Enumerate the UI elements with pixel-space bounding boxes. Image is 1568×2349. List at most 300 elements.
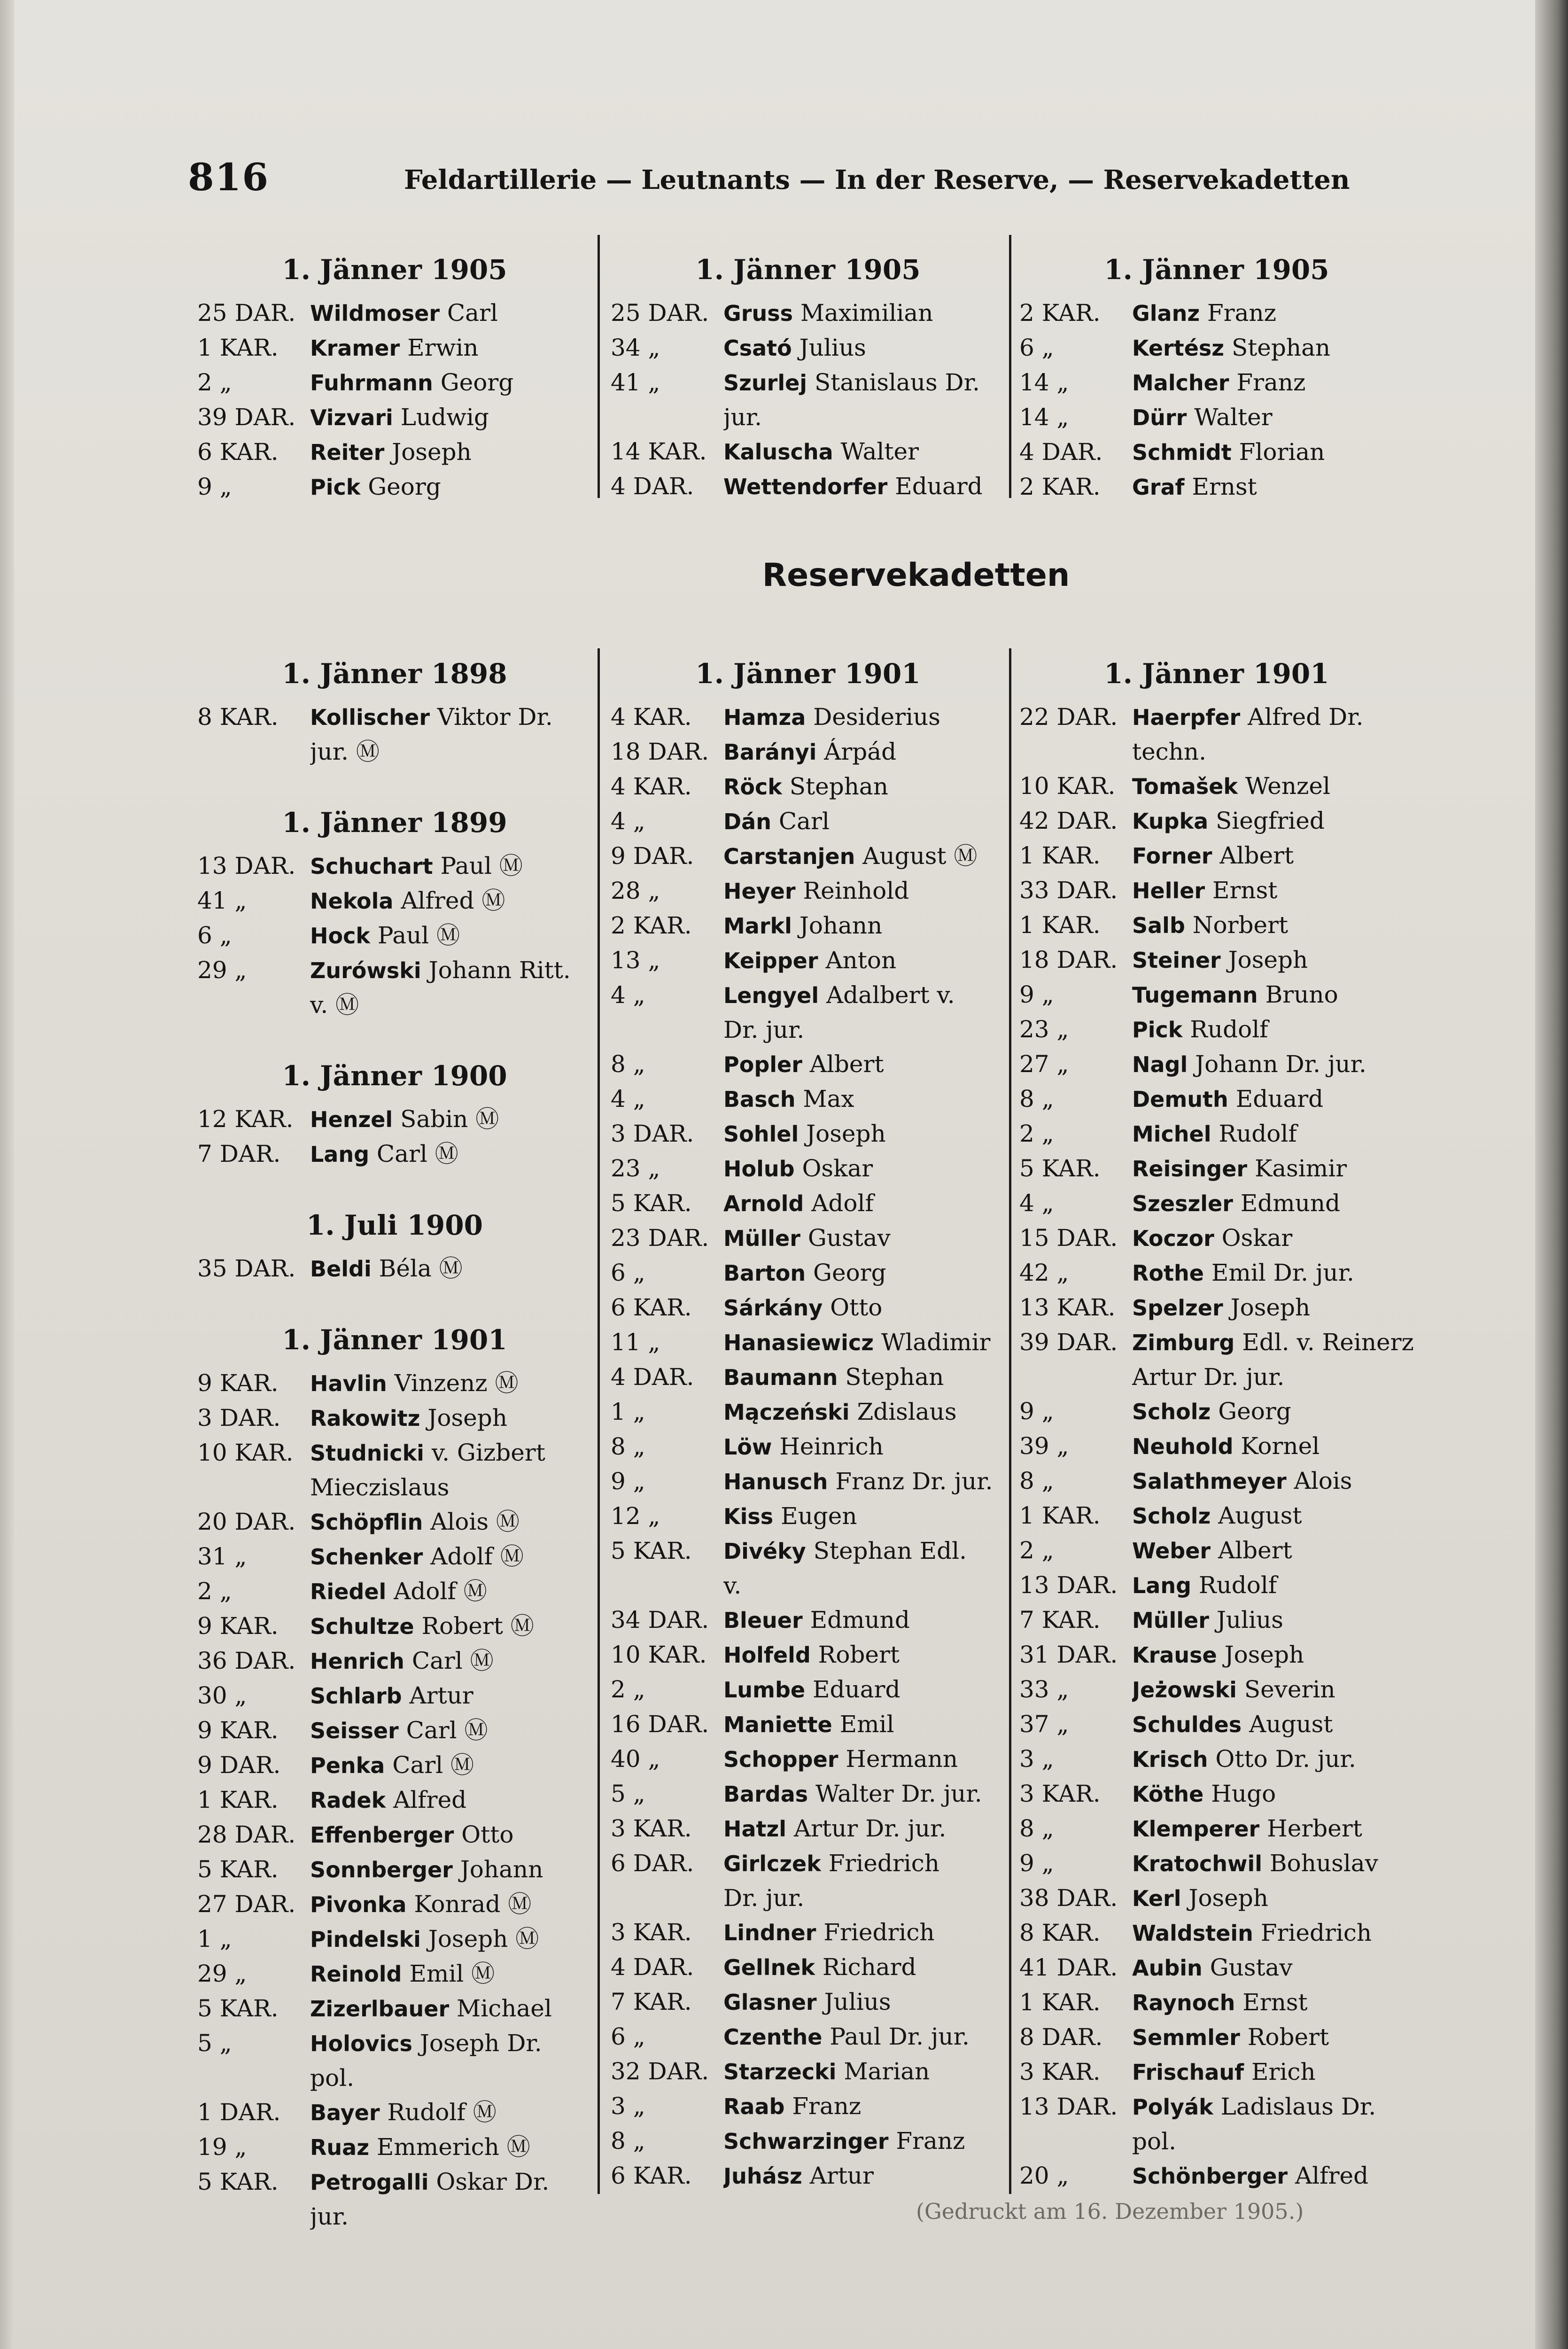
roster-entry: [1019, 1117, 1414, 1151]
unit-rank: 3 „: [1019, 1745, 1054, 1773]
person-name: Hanasiewicz Wladimir: [723, 1329, 991, 1356]
person-name: Raynoch Ernst: [1132, 1989, 1308, 2016]
person-name: Röck Stephan: [723, 773, 888, 800]
lower-column-2: [611, 658, 1005, 2193]
surname: Popler: [723, 1052, 802, 1077]
unit-rank: 5 KAR.: [197, 2168, 279, 2195]
person-name: Frischauf Erich: [1132, 2058, 1316, 2085]
surname: Beldi: [310, 1256, 372, 1282]
section-date-title: 1. Jänner 1899: [282, 807, 507, 839]
roster-entry: [1019, 331, 1414, 366]
person-name: Waldstein Friedrich: [1132, 1919, 1372, 1946]
person-name: Heyer Reinhold: [723, 877, 909, 904]
surname: Barton: [723, 1260, 806, 1286]
person-name: Girlczek Friedrich: [723, 1850, 939, 1877]
unit-rank: 38 DAR.: [1019, 1884, 1118, 1912]
roster-entry: [1019, 296, 1414, 331]
unit-rank: 10 KAR.: [611, 1641, 707, 1668]
surname: Schöpflin: [310, 1509, 423, 1535]
roster-entry: [1019, 1568, 1414, 1603]
person-name: Barányi Árpád: [723, 738, 897, 765]
person-name: Reinold Emil Ⓜ: [310, 1960, 495, 1987]
roster-entry: [1019, 839, 1414, 873]
surname: Demuth: [1132, 1087, 1228, 1112]
surname: Dán: [723, 809, 771, 834]
roster-entry: [1019, 1777, 1414, 1812]
surname: Arnold: [723, 1191, 804, 1216]
roster-entry: [1019, 1533, 1414, 1568]
roster-entry: [611, 1638, 1005, 1672]
person-name: Hanusch Franz Dr. jur.: [723, 1468, 993, 1495]
column-rule-top-2: [1009, 235, 1011, 498]
unit-rank: 4 „: [611, 1085, 645, 1112]
person-name: Schultze Robert Ⓜ: [310, 1612, 534, 1640]
person-name: Graf Ernst: [1132, 473, 1257, 500]
surname: Maniette: [723, 1712, 832, 1737]
unit-rank: 3 DAR.: [611, 1120, 694, 1147]
surname: Haerpfer: [1132, 705, 1241, 730]
surname: Havlin: [310, 1371, 387, 1396]
surname: Radek: [310, 1788, 386, 1813]
roster-entry: [611, 1499, 1005, 1534]
person-name: Ruaz Emmerich Ⓜ: [310, 2133, 530, 2161]
surname: Keipper: [723, 948, 818, 973]
unit-rank: 27 „: [1019, 1050, 1069, 1078]
surname: Holfeld: [723, 1642, 811, 1668]
surname: Malcher: [1132, 370, 1229, 396]
roster-entry: [611, 366, 1005, 400]
unit-rank: 6 KAR.: [611, 1294, 692, 1321]
unit-rank: 33 DAR.: [1019, 877, 1118, 904]
person-name: Demuth Eduard: [1132, 1085, 1324, 1112]
unit-rank: 31 „: [197, 1543, 247, 1570]
person-name: Sohlel Joseph: [723, 1120, 886, 1147]
person-name: jur. Ⓜ: [310, 738, 380, 765]
person-name: Krause Joseph: [1132, 1641, 1304, 1668]
unit-rank: 6 DAR.: [611, 1850, 694, 1877]
unit-rank: 18 DAR.: [1019, 946, 1118, 973]
person-name: Fuhrmann Georg: [310, 369, 514, 396]
roster-entry: [197, 1957, 592, 1991]
person-name: Bleuer Edmund: [723, 1606, 910, 1633]
roster-entry: [197, 296, 592, 331]
surname: Polyák: [1132, 2094, 1213, 2120]
person-name: Bardas Walter Dr. jur.: [723, 1780, 982, 1807]
unit-rank: 10 KAR.: [197, 1439, 294, 1466]
person-name: Baumann Stephan: [723, 1363, 944, 1391]
person-name: Szurlej Stanislaus Dr.: [723, 369, 980, 396]
surname: Nekola: [310, 888, 394, 914]
roster-entry: [1019, 1429, 1414, 1464]
unit-rank: 11 „: [611, 1329, 660, 1356]
unit-rank: 22 DAR.: [1019, 703, 1118, 731]
unit-rank: 13 DAR.: [1019, 1571, 1118, 1599]
roster-entry: [1019, 366, 1414, 400]
roster-entry: [611, 978, 1005, 1013]
surname: Frischauf: [1132, 2060, 1244, 2085]
surname: Effenberger: [310, 1822, 454, 1848]
roster-entry: [611, 296, 1005, 331]
unit-rank: 36 DAR.: [197, 1647, 296, 1674]
roster-entry: [1019, 1325, 1414, 1360]
unit-rank: 8 „: [1019, 1085, 1054, 1112]
person-name: Schuldes August: [1132, 1711, 1333, 1738]
surname: Raab: [723, 2094, 785, 2119]
unit-rank: 40 „: [611, 1745, 660, 1773]
surname: Szeszler: [1132, 1191, 1233, 1216]
person-name: Sárkány Otto: [723, 1294, 883, 1321]
roster-entry: [611, 469, 1005, 504]
roster-entry: [611, 700, 1005, 735]
surname: Salathmeyer: [1132, 1469, 1287, 1494]
surname: Löw: [723, 1434, 772, 1460]
roster-entry: [1019, 873, 1414, 908]
surname: Krause: [1132, 1642, 1217, 1668]
surname: Aubin: [1132, 1955, 1203, 1981]
unit-rank: 27 DAR.: [197, 1890, 296, 1918]
unit-rank: 42 „: [1019, 1259, 1069, 1286]
unit-rank: 33 „: [1019, 1676, 1069, 1703]
person-name: Effenberger Otto: [310, 1821, 514, 1848]
roster-entry: [611, 2054, 1005, 2089]
unit-rank: 2 „: [197, 1578, 232, 1605]
surname: Kollischer: [310, 705, 430, 730]
roster-entry: [611, 1881, 1005, 1915]
roster-entry: [1019, 2090, 1414, 2124]
unit-rank: 2 „: [197, 369, 232, 396]
person-name: Pick Georg: [310, 473, 441, 500]
person-name: Bayer Rudolf Ⓜ: [310, 2099, 497, 2126]
surname: Dürr: [1132, 405, 1187, 430]
section-gap: [197, 1022, 592, 1060]
person-name: Müller Gustav: [723, 1224, 891, 1252]
roster-entry: [1019, 1672, 1414, 1707]
surname: Müller: [723, 1226, 800, 1251]
roster-entry: [1019, 2020, 1414, 2055]
person-name: Havlin Vinzenz Ⓜ: [310, 1369, 519, 1397]
roster-entry: [197, 1644, 592, 1679]
person-name: Tomašek Wenzel: [1132, 772, 1330, 800]
unit-rank: 5 „: [197, 2030, 232, 2057]
unit-rank: 39 DAR.: [1019, 1329, 1118, 1356]
lower-column-1: [197, 658, 592, 2234]
unit-rank: 39 „: [1019, 1432, 1069, 1460]
person-name: Kaluscha Walter: [723, 438, 919, 465]
person-name: jur.: [310, 2203, 349, 2230]
surname: Bardas: [723, 1781, 808, 1807]
roster-entry: [1019, 1394, 1414, 1429]
unit-rank: 5 „: [611, 1780, 645, 1807]
surname: Petrogalli: [310, 2170, 429, 2195]
roster-entry: [1019, 1047, 1414, 1082]
roster-entry: [1019, 1603, 1414, 1638]
unit-rank: 8 „: [611, 1433, 645, 1460]
person-name: Schenker Adolf Ⓜ: [310, 1543, 524, 1570]
surname: Rothe: [1132, 1260, 1204, 1286]
roster-entry: [611, 1812, 1005, 1846]
roster-entry: [611, 1395, 1005, 1430]
surname: Starzecki: [723, 2059, 837, 2085]
person-name: Krisch Otto Dr. jur.: [1132, 1745, 1356, 1773]
roster-entry: [611, 1707, 1005, 1742]
surname: Baumann: [723, 1365, 838, 1390]
surname: Röck: [723, 774, 782, 800]
roster-entry: [197, 1470, 592, 1505]
roster-entry: [611, 909, 1005, 943]
surname: Divéky: [723, 1539, 806, 1564]
section-gap: [197, 769, 592, 807]
person-name: Markl Johann: [723, 912, 883, 939]
lower-column-3: [1019, 658, 1414, 2193]
person-name: Holovics Joseph Dr.: [310, 2030, 542, 2057]
person-name: Arnold Adolf: [723, 1190, 874, 1217]
roster-entry: [611, 804, 1005, 839]
unit-rank: 4 KAR.: [611, 773, 692, 800]
surname: Pick: [1132, 1017, 1183, 1042]
person-name: Csató Julius: [723, 334, 866, 361]
person-name: Mączeński Zdislaus: [723, 1398, 957, 1425]
surname: Spelzer: [1132, 1295, 1223, 1321]
unit-rank: 8 „: [611, 2127, 645, 2155]
roster-entry: [197, 884, 592, 918]
roster-entry: [611, 735, 1005, 770]
unit-rank: 19 „: [197, 2133, 247, 2161]
person-name: Studnicki v. Gizbert: [310, 1439, 545, 1466]
person-name: Pindelski Joseph Ⓜ: [310, 1925, 539, 1952]
person-name: pol.: [1132, 2128, 1176, 2155]
person-name: Artur Dr. jur.: [1132, 1363, 1285, 1391]
surname: Glanz: [1132, 301, 1200, 326]
page-right-edge: [1535, 0, 1568, 2349]
unit-rank: 9 „: [611, 1468, 645, 1495]
unit-rank: 4 DAR.: [611, 1363, 694, 1391]
person-name: Neuhold Kornel: [1132, 1432, 1320, 1460]
surname: Vizvari: [310, 405, 393, 430]
surname: Jeżowski: [1132, 1677, 1237, 1703]
person-name: Dürr Walter: [1132, 404, 1273, 431]
unit-rank: 8 „: [1019, 1815, 1054, 1842]
unit-rank: 42 DAR.: [1019, 807, 1118, 834]
roster-entry: [197, 2061, 592, 2095]
section-date-title: 1. Jänner 1901: [695, 658, 921, 690]
page-number: 816: [188, 155, 269, 199]
surname: Steiner: [1132, 948, 1221, 973]
person-name: Holub Oskar: [723, 1155, 873, 1182]
person-name: Scholz August: [1132, 1502, 1302, 1529]
unit-rank: 8 KAR.: [197, 703, 279, 731]
surname: Holovics: [310, 2031, 412, 2056]
roster-entry: [611, 2159, 1005, 2193]
roster-entry: [611, 331, 1005, 366]
surname: Kerl: [1132, 1886, 1181, 1911]
surname: Köthe: [1132, 1781, 1204, 1807]
person-name: Semmler Robert: [1132, 2023, 1329, 2051]
unit-rank: 4 „: [611, 808, 645, 835]
unit-rank: 23 DAR.: [611, 1224, 709, 1252]
person-name: Kertész Stephan: [1132, 334, 1331, 361]
surname: Michel: [1132, 1121, 1211, 1147]
section-date-title: 1. Jänner 1901: [1104, 658, 1329, 690]
person-name: Kiss Eugen: [723, 1502, 857, 1530]
person-name: Kupka Siegfried: [1132, 807, 1325, 834]
section-date-title: 1. Jänner 1901: [282, 1324, 507, 1356]
surname: Hamza: [723, 705, 806, 730]
roster-entry: [611, 1325, 1005, 1360]
unit-rank: 9 DAR.: [611, 842, 694, 870]
roster-entry: [197, 331, 592, 366]
person-name: Aubin Gustav: [1132, 1954, 1293, 1981]
surname: Rakowitz: [310, 1406, 420, 1431]
person-name: Sonnberger Johann: [310, 1856, 543, 1883]
roster-entry: [197, 1436, 592, 1470]
surname: Pindelski: [310, 1927, 421, 1952]
roster-entry: [611, 1569, 1005, 1603]
person-name: Lang Rudolf: [1132, 1571, 1277, 1599]
unit-rank: 1 „: [611, 1398, 645, 1425]
surname: Sárkány: [723, 1295, 823, 1321]
roster-entry: [611, 1221, 1005, 1256]
unit-rank: 15 DAR.: [1019, 1224, 1118, 1252]
unit-rank: 23 „: [1019, 1016, 1069, 1043]
roster-entry: [197, 1401, 592, 1436]
surname: Gellnek: [723, 1955, 815, 1980]
roster-entry: [1019, 1012, 1414, 1047]
surname: Czenthe: [723, 2024, 823, 2050]
unit-rank: 6 „: [1019, 334, 1054, 361]
unit-rank: 1 DAR.: [197, 2099, 281, 2126]
surname: Forner: [1132, 843, 1212, 869]
unit-rank: 41 DAR.: [1019, 1954, 1118, 1981]
unit-rank: 3 KAR.: [1019, 1780, 1101, 1807]
surname: Lumbe: [723, 1677, 806, 1703]
roster-entry: [197, 1991, 592, 2026]
person-name: Heller Ernst: [1132, 877, 1278, 904]
person-name: Vizvari Ludwig: [310, 404, 489, 431]
surname: Glasner: [723, 1990, 817, 2015]
roster-entry: [197, 366, 592, 400]
unit-rank: 41 „: [197, 887, 247, 914]
surname: Wildmoser: [310, 301, 440, 326]
roster-entry: [197, 988, 592, 1022]
unit-rank: 8 KAR.: [1019, 1919, 1101, 1946]
footer-print-note: (Gedruckt am 16. Dezember 1905.): [916, 2199, 1304, 2224]
roster-entry: [1019, 435, 1414, 470]
section-gap: [197, 1286, 592, 1324]
surname: Bayer: [310, 2100, 380, 2125]
surname: Hanasiewicz: [723, 1330, 874, 1355]
unit-rank: 4 DAR.: [611, 473, 694, 500]
unit-rank: 3 „: [611, 2092, 645, 2120]
roster-entry: [611, 1013, 1005, 1047]
unit-rank: 7 KAR.: [611, 1988, 692, 2015]
roster-entry: [197, 470, 592, 505]
unit-rank: 20 „: [1019, 2162, 1069, 2189]
unit-rank: 34 DAR.: [611, 1606, 709, 1633]
roster-entry: [197, 1887, 592, 1922]
roster-entry: [197, 2165, 592, 2200]
unit-rank: 9 KAR.: [197, 1369, 279, 1397]
person-name: Lengyel Adalbert v.: [723, 981, 955, 1009]
surname: Wettendorfer: [723, 474, 888, 499]
surname: Pick: [310, 474, 361, 500]
unit-rank: 35 DAR.: [197, 1255, 296, 1282]
surname: Bleuer: [723, 1608, 803, 1633]
surname: Schenker: [310, 1544, 423, 1570]
person-name: Müller Julius: [1132, 1606, 1283, 1633]
person-name: pol.: [310, 2064, 354, 2092]
roster-entry: [197, 1852, 592, 1887]
person-name: Wettendorfer Eduard: [723, 473, 983, 500]
surname: Lengyel: [723, 983, 819, 1008]
person-name: Dr. jur.: [723, 1884, 805, 1912]
unit-rank: 16 DAR.: [611, 1711, 709, 1738]
roster-entry: [197, 400, 592, 435]
unit-rank: 4 „: [611, 981, 645, 1009]
unit-rank: 13 KAR.: [1019, 1294, 1116, 1321]
surname: Koczor: [1132, 1226, 1214, 1251]
person-name: Reiter Joseph: [310, 438, 472, 466]
person-name: Lindner Friedrich: [723, 1919, 935, 1946]
roster-entry: [1019, 700, 1414, 735]
unit-rank: 4 „: [1019, 1190, 1054, 1217]
unit-rank: 5 KAR.: [197, 1856, 279, 1883]
unit-rank: 9 „: [1019, 1398, 1054, 1425]
roster-entry: [1019, 470, 1414, 505]
roster-entry: [611, 2089, 1005, 2124]
roster-entry: [611, 1742, 1005, 1777]
roster-entry: [197, 1540, 592, 1574]
unit-rank: 4 KAR.: [611, 703, 692, 731]
surname: Waldstein: [1132, 1921, 1253, 1946]
surname: Hock: [310, 923, 370, 949]
surname: Schönberger: [1132, 2163, 1288, 2189]
person-name: Holfeld Robert: [723, 1641, 900, 1668]
section-date-title: 1. Jänner 1905: [695, 254, 921, 286]
person-name: Rothe Emil Dr. jur.: [1132, 1259, 1354, 1286]
unit-rank: 3 KAR.: [1019, 2058, 1101, 2085]
unit-rank: 7 KAR.: [1019, 1606, 1101, 1633]
surname: Kaluscha: [723, 439, 833, 465]
person-name: Schwarzinger Franz: [723, 2127, 965, 2155]
unit-rank: 6 KAR.: [611, 2162, 692, 2189]
person-name: Jeżowski Severin: [1132, 1676, 1335, 1703]
page-left-edge: [0, 0, 14, 2349]
surname: Lang: [1132, 1573, 1192, 1598]
section-date-title: 1. Jänner 1905: [1104, 254, 1329, 286]
unit-rank: 5 KAR.: [1019, 1155, 1101, 1182]
person-name: Nekola Alfred Ⓜ: [310, 887, 505, 914]
roster-entry: [611, 1291, 1005, 1325]
person-name: Lang Carl Ⓜ: [310, 1140, 458, 1167]
roster-entry: [197, 2026, 592, 2061]
roster-entry: [1019, 1985, 1414, 2020]
person-name: Hamza Desiderius: [723, 703, 940, 731]
roster-entry: [197, 2130, 592, 2165]
surname: Szurlej: [723, 370, 807, 396]
person-name: Szeszler Edmund: [1132, 1190, 1341, 1217]
person-name: Kollischer Viktor Dr.: [310, 703, 553, 731]
roster-entry: [611, 1047, 1005, 1082]
unit-rank: 6 KAR.: [197, 438, 279, 466]
person-name: jur.: [723, 404, 762, 431]
unit-rank: 12 KAR.: [197, 1105, 294, 1133]
unit-rank: 5 KAR.: [611, 1190, 692, 1217]
roster-entry: [197, 2200, 592, 2234]
unit-rank: 30 „: [197, 1682, 247, 1709]
surname: Nagl: [1132, 1052, 1188, 1077]
roster-entry: [1019, 943, 1414, 978]
surname: Heyer: [723, 879, 796, 904]
